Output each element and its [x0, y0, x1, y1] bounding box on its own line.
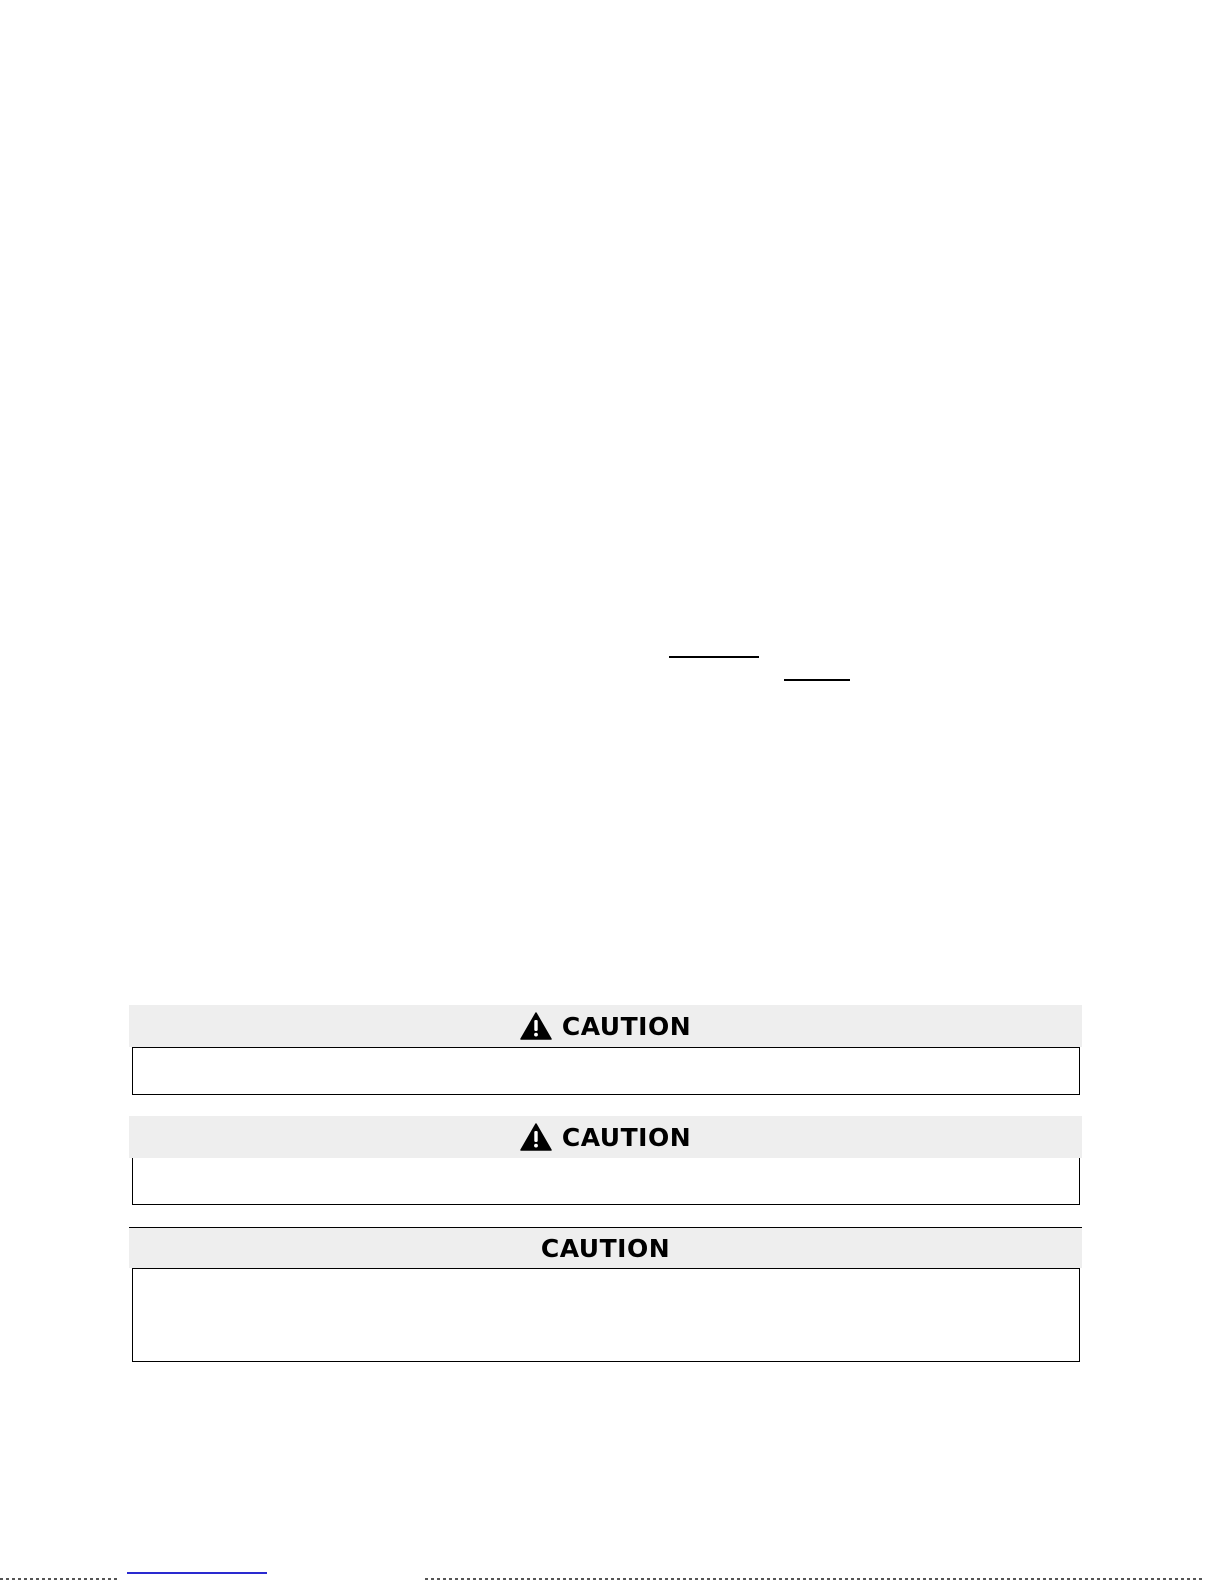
caution-header — [129, 1227, 1082, 1268]
footer-dotted-rule — [0, 1578, 120, 1580]
caution-box — [129, 1116, 1082, 1205]
caution-body — [132, 1158, 1080, 1205]
caution-body — [132, 1268, 1080, 1362]
underline-mark — [784, 679, 850, 681]
caution-title: CAUTION — [561, 1122, 692, 1152]
caution-box — [129, 1005, 1082, 1095]
caution-header — [129, 1116, 1082, 1158]
footer-link-underline[interactable] — [127, 1572, 267, 1574]
warning-triangle-icon — [520, 1123, 552, 1151]
caution-body — [132, 1047, 1080, 1095]
caution-header — [129, 1005, 1082, 1047]
underline-mark — [669, 656, 759, 658]
caution-title: CAUTION — [540, 1233, 671, 1263]
footer-dotted-rule — [425, 1578, 1205, 1580]
caution-title: CAUTION — [561, 1011, 692, 1041]
warning-triangle-icon — [520, 1012, 552, 1040]
caution-box — [129, 1227, 1082, 1362]
page-footer — [0, 1572, 1225, 1585]
